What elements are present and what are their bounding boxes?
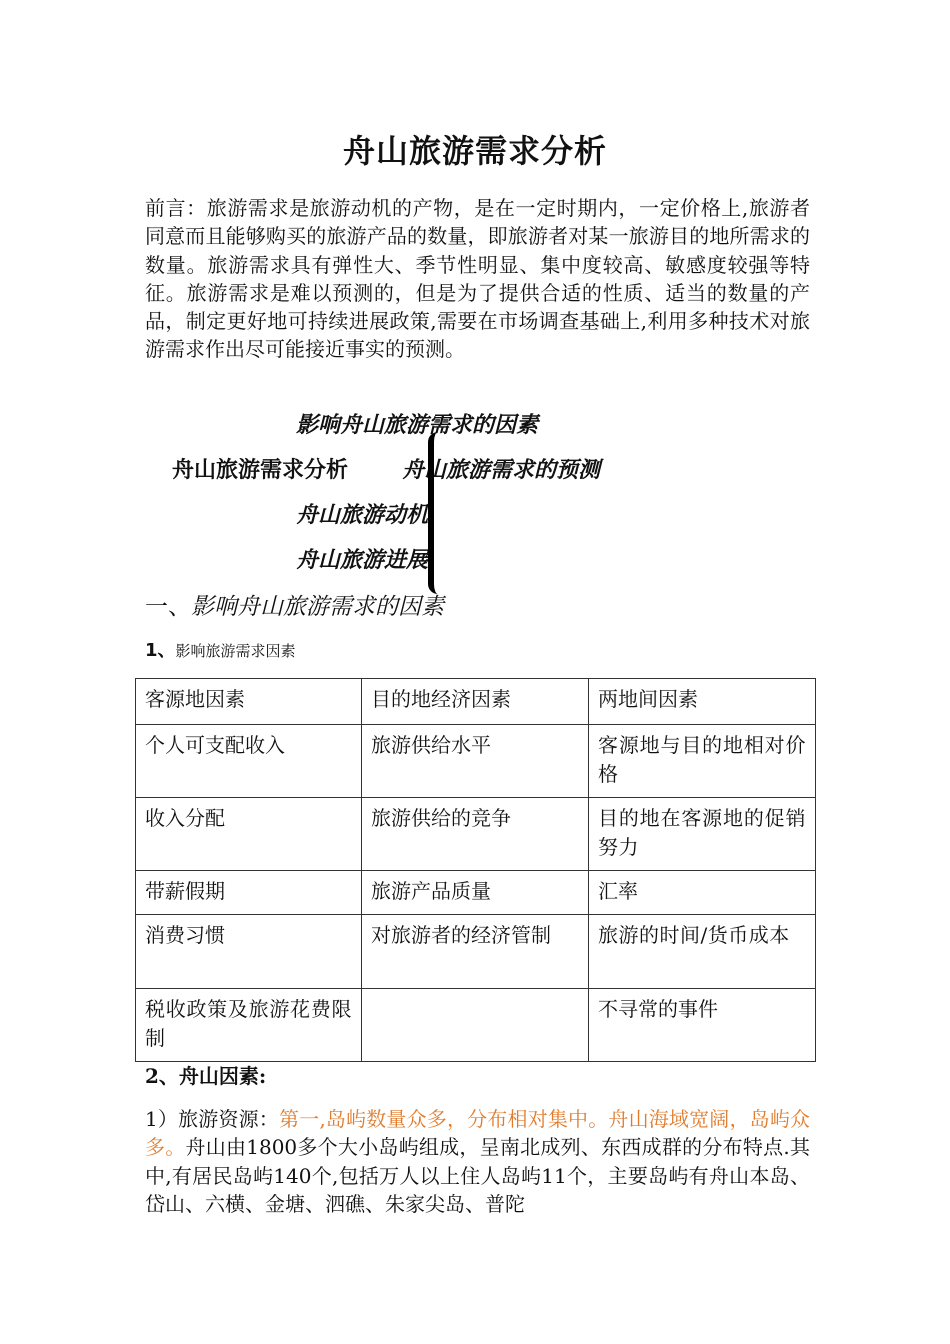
table-row bbox=[136, 989, 816, 1062]
intro-paragraph: 前言：旅游需求是旅游动机的产物，是在一定时期内，一定价格上,旅游者同意而且能够购买的旅游产品的数量，即旅游者对某一旅游目的地所需求的数量。旅游需求具有弹性大、季节性明显、集中度较高、敏感度较强等特征。旅游需求是难以预测的，但是为了提供合适的性质、适当的数量的产品，制定更好地可持续进展政策,需要在市场调查基础上,利用多种技术对旅游需求作出尽可能接近事实的预测。 bbox=[145, 196, 810, 362]
document-title: 舟山旅游需求分析 bbox=[342, 132, 607, 170]
table-row bbox=[136, 798, 816, 871]
resources-text: 舟山由1800多个大小岛屿组成，呈南北成列、东西成群的分布特点.其中,有居民岛屿140个,包括万人以上住人岛屿11个，主要岛屿有舟山本岛、岱山、六横、金塘、泗礁、朱家尖岛、普陀 bbox=[145, 1135, 810, 1216]
table-cell bbox=[362, 989, 589, 1062]
table-cell: 消费习惯 bbox=[136, 915, 362, 989]
table-header-cell: 两地间因素 bbox=[589, 679, 816, 725]
table-row bbox=[136, 871, 816, 915]
table-cell: 客源地与目的地相对价格 bbox=[589, 725, 816, 798]
section-1-title: 影响舟山旅游需求的因素 bbox=[191, 594, 444, 620]
table-cell: 收入分配 bbox=[136, 798, 362, 871]
subsection-1-title: 影响旅游需求因素 bbox=[175, 642, 296, 660]
table-cell: 不寻常的事件 bbox=[589, 989, 816, 1062]
outline-branch-motivation: 舟山旅游动机 bbox=[296, 502, 429, 528]
outline-root: 舟山旅游需求分析 bbox=[172, 457, 349, 483]
subsection-1-number: 1、 bbox=[145, 640, 176, 661]
section-1-heading bbox=[145, 588, 444, 621]
outline-branch-development: 舟山旅游进展 bbox=[296, 547, 429, 573]
table-row bbox=[136, 725, 816, 798]
table-cell: 目的地在客源地的促销努力 bbox=[589, 798, 816, 871]
section-1-number: 一、 bbox=[145, 594, 191, 620]
table-cell: 个人可支配收入 bbox=[136, 725, 362, 798]
table-header-cell: 目的地经济因素 bbox=[362, 679, 589, 725]
table-cell: 旅游供给水平 bbox=[362, 725, 589, 798]
table-cell: 汇率 bbox=[589, 871, 816, 915]
outline-branch-forecast: 舟山旅游需求的预测 bbox=[402, 457, 601, 483]
subsection-1-heading bbox=[145, 636, 296, 662]
table-row bbox=[136, 915, 816, 989]
outline-branch-factors: 影响舟山旅游需求的因素 bbox=[296, 412, 539, 438]
resources-highlight: 第一,岛屿数量众多，分布相对集中。舟山海域宽阔，岛屿众多。 bbox=[145, 1107, 810, 1160]
subsection-2-heading: 2、舟山因素: bbox=[145, 1064, 267, 1088]
table-header-cell: 客源地因素 bbox=[136, 679, 362, 725]
outline-bracket bbox=[428, 432, 438, 594]
factors-table bbox=[135, 678, 816, 1062]
table-cell: 旅游供给的竞争 bbox=[362, 798, 589, 871]
table-header-row bbox=[136, 679, 816, 725]
table-cell: 旅游产品质量 bbox=[362, 871, 589, 915]
table-cell: 旅游的时间/货币成本 bbox=[589, 915, 816, 989]
resources-paragraph bbox=[145, 1105, 810, 1218]
table-cell: 对旅游者的经济管制 bbox=[362, 915, 589, 989]
resources-label: 1）旅游资源： bbox=[145, 1107, 279, 1131]
table-cell: 税收政策及旅游花费限制 bbox=[136, 989, 362, 1062]
table-cell: 带薪假期 bbox=[136, 871, 362, 915]
